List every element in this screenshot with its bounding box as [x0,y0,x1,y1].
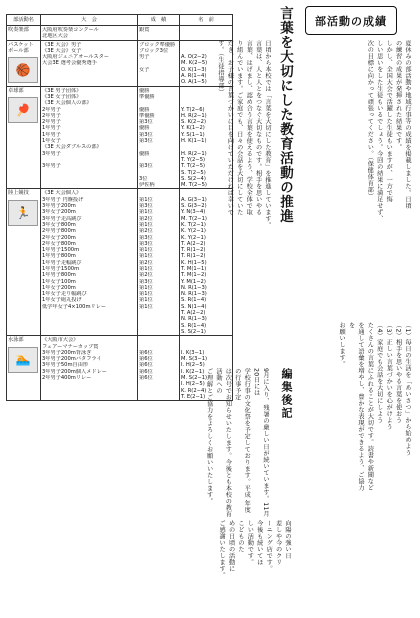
text-line: （4）家庭でも会話を大切にしよう [375,322,383,424]
bottom-note [217,520,292,612]
result-line: 第6位 [139,362,153,369]
event-line: 大阪府ジュニアオールスター [42,54,110,61]
event-line: 3年男子200m背泳ぎ [42,349,92,356]
event-cell [41,40,138,86]
text-line: ご感謝いたします。 [218,520,226,579]
result-line [139,33,178,39]
text-line: 夏休みの部活動や地域行事等の成績を掲載しました。日頃 [404,40,411,209]
result-line: 第1位 [139,265,153,272]
table-row [7,189,233,336]
name-line: O. K(1−3) [181,66,207,73]
result-line [139,329,178,335]
club-name-cell [7,26,41,41]
event-line: 2年女子200m [42,234,76,241]
text-line: 9月に入り、残暑の厳しい日が続いています。11月20日には [252,368,269,518]
text-line: だき、お子様の言葉づかいに目を向けていただければ幸いで [226,40,234,216]
text-line: ーニング店です。 [265,520,273,572]
event-line: 3年男子 [42,163,61,170]
result-line: 第2位 [139,215,153,222]
event-line: 3年男子200m [42,203,76,210]
result-line: 第2位 [139,228,153,235]
result-line: 第6位 [139,356,153,363]
event-line: 《3E 大会》男子 [42,41,82,48]
club-name: 吹奏楽部 [8,27,29,33]
name-line: I. H(2−5) [181,362,205,369]
result-line: 優勝 [139,106,150,113]
result-line: 第3位 [139,131,153,138]
text-line: 学校行事の文化祭を予定しております。平成 年度の行事予定 [233,368,251,514]
text-line: しい思いをした生徒もいるでしょう。今回の結果に満足せず、 [375,40,383,222]
event-line: 2年男子 [42,106,61,113]
name-line: S. R(1−4) [181,297,207,304]
text-line: お願いします。 [338,322,346,368]
name-line: M. S(2−1) [181,375,208,382]
text-line: の練習の成果が発揮された結果です。 [394,40,402,151]
name-line: T. A(2−2) [181,240,206,247]
result-line: 伊佐柄 [139,182,155,189]
result-line: 第1位 [139,253,153,260]
name-line: N. R(1−3) [181,291,207,298]
result-cell [138,26,180,41]
header-result: 成 績 [138,15,180,26]
name-line: K. Y(2−1) [181,228,206,235]
result-line: 優勝 [139,125,150,132]
event-cell [41,189,138,336]
text-line: （2）相手を思いやる言葉を使おう [394,322,402,424]
table-header-row [7,15,233,26]
result-line: 3位 [139,175,148,182]
result-line: 第3位 [139,119,153,126]
club-name: 水泳部 [8,337,24,344]
result-line: 第2位 [139,259,153,266]
name-line: Y. K(1−2) [181,125,205,132]
name-line: K. H(1−5) [181,259,207,266]
event-line: 《大阪市大会》 [42,337,79,344]
result-line: 第3位 [139,240,153,247]
event-line: 2年男子 [42,119,61,126]
text-line: （3）正しい言葉づかいを心がけよう [385,322,393,431]
club-name: 卓球部 [8,87,24,94]
name-line: Y. M(1−2) [181,278,206,285]
result-line: 銀賞 [139,27,150,33]
result-line: 第3位 [139,278,153,285]
name-line: S. K(2−2) [181,119,206,126]
name-line: S. G(3−2) [181,203,207,210]
text-line: す。（生徒指導部） [216,40,224,96]
text-line: めの日頃の活動に [227,520,235,572]
event-line: 《3E 大会》女子 [42,47,82,54]
club-illustration-icon: 🏊 [8,347,38,373]
text-line: 今後も続いてほ [255,520,263,566]
text-line: 言葉、はげまし、認め合う言葉を使えるよう、学校全体で取 [245,40,253,216]
name-line: M. S(3−1) [181,356,208,363]
text-line: 言葉は、人と人とをつなぐ大切なものです。相手を思いやる [254,40,262,216]
club-results-table [6,14,233,401]
section-badge: 部活動の成績 [305,6,397,35]
event-line: 1年女子砲丸投げ [42,297,82,304]
event-line: 3年女子800m [42,221,76,228]
education-article-body [216,40,272,310]
guidelines-list [337,322,412,492]
name-line: T. M(1−1) [181,265,207,272]
event-line: 1年男子800m [42,272,76,279]
result-line: 第3位 [139,138,153,145]
club-illustration-icon: 🏓 [8,97,38,123]
event-line: 2年男子400mリレー [42,375,92,382]
result-line [139,394,178,400]
event-cell [41,86,138,189]
result-line: 準優勝 [139,93,155,100]
name-line: Y. N(3−4) [181,209,206,216]
club-name-cell [7,189,41,336]
name-line: A. G(3−1) [181,196,207,203]
event-line [42,182,136,188]
text-line: しい活動です。 [246,520,254,566]
text-line: 次の目標に向かって頑張ってください。（保健体育部） [366,40,374,200]
result-line [139,79,178,85]
name-line: M. T(2−5) [181,182,207,189]
result-line: 第1位 [139,196,153,203]
event-line: 1年男子 [42,131,61,138]
name-line: K. Y(2−1) [181,234,206,241]
name-line: M. T(2−1) [181,215,207,222]
result-line: 第3位 [139,203,153,210]
event-line: 《3E 大会個人》 [42,190,82,197]
event-line: 1年男子1500m [42,247,80,254]
result-cell [138,189,180,336]
result-line: 第1位 [139,297,153,304]
main-headline: 言葉を大切にした教育活動の推進 [277,6,293,224]
name-line: T. T(2−5) [181,163,206,170]
name-line: S. S(2−4) [181,175,206,182]
event-line: 3年男子200m個人メドレー [42,368,107,375]
name-line: A. R(1−4) [181,73,207,80]
result-line: 第1位 [139,247,153,254]
editor-note-title: 編集後記 [280,368,293,420]
event-line: 2年男子800m [42,228,76,235]
event-line: 北地区大会 [42,33,68,40]
name-line: K. R(2−4) [181,387,207,394]
event-line: 3年男子 円盤投げ [42,196,84,203]
event-line: フェアーマナーカップ賞 [42,343,99,350]
event-cell [41,336,138,401]
name-line: S. T(2−5) [181,169,206,176]
header-event: 大 会 [41,15,138,26]
event-line: 3年男子走高跳び [42,215,82,222]
editor-note-body [204,368,270,518]
name-line [181,33,231,39]
text-line: （1）毎日の生活を「あいさつ」から始めよう [404,322,411,457]
name-cell [180,26,233,41]
name-line: Y. S(1−1) [181,131,205,138]
name-line: I. H(2−5) [181,381,205,388]
name-line: T. R(1−2) [181,247,206,254]
result-line: 男子 [139,54,150,61]
header-club: 部活動名 [7,15,41,26]
result-line: 第1位 [139,291,153,298]
event-line [42,394,136,400]
club-name-cell [7,336,41,401]
name-line: H. R(2−1) [181,150,207,157]
text-line: 向陽の強い日 [284,520,291,559]
result-line: 第6位 [139,375,153,382]
result-line: ブロック3位 [139,47,169,54]
event-line [42,79,136,85]
result-line: 第1位 [139,303,153,310]
result-line: 優勝 [139,87,150,94]
result-line: 第6位 [139,368,153,375]
text-line: たくさんの言葉にふれることが大切です。読書や新聞など [366,322,374,491]
table-row [7,40,233,86]
name-line: T. E(2−1) [181,393,206,400]
result-line: 女子 [139,66,150,73]
name-line: Y. T(2−6) [181,106,205,113]
event-line: 1年女子100m [42,278,76,285]
table-row [7,86,233,189]
name-line: K. T(2−1) [181,221,206,228]
result-line: 第2位 [139,272,153,279]
result-cell [138,86,180,189]
result-cell [138,336,180,401]
result-line: 第3位 [139,163,153,170]
name-line: T. R(1−2) [181,253,206,260]
name-line: O. A(1−5) [181,79,207,86]
name-line: T. A(2−2) [181,310,206,317]
club-illustration-icon: 🏀 [8,57,38,83]
event-line: 3年女子200m [42,209,76,216]
event-line: 《3E 女子団体》 [42,93,82,100]
result-line: 準優勝 [139,112,155,119]
name-line: T. Y(2−5) [181,156,206,163]
event-line: 3年男子 [42,150,61,157]
text-line: り組んでいます。ご家庭でも、日々の会話を大切にしていた [235,40,243,216]
event-line: 1年女子200m [42,284,76,291]
result-line: 第1位 [139,209,153,216]
text-line: 差しや今のクリ [274,520,282,566]
result-line: ブロック準優勝 [139,41,176,48]
event-line: 1年男子1500m [42,265,80,272]
text-line: を通して語彙を増やし、豊かな表現ができるよう、ご協力を [347,322,364,491]
text-line: しかし、全国大会で活躍した生徒もいますが、一方で悔 [385,40,393,203]
result-line: 第3位 [139,234,153,241]
header-name: 名 前 [180,15,233,26]
name-line: M. K(2−5) [181,60,208,67]
text-line: ご理解とご協力をよろしくお願いいたします。 [205,368,213,505]
result-cell [138,40,180,86]
name-line: T. M(1−2) [181,272,207,279]
event-line: 1年男子 [42,125,61,132]
event-line: 大会3E 選考会優秀選手 [42,60,97,67]
name-line: N. R(1−3) [181,316,207,323]
club-illustration-icon: 🏃 [8,200,38,226]
result-line: 優勝 [139,150,150,157]
event-line: 《3E 大会ダブルスの部》 [42,144,102,151]
name-line: I. K(2−1) [181,368,205,375]
text-line: は次号でお知らせいたします。今後とも本校の教育活動への [214,368,232,518]
name-line: H. K(1−1) [181,138,207,145]
event-line: 2年男子 [42,112,61,119]
event-line: 1年男子800m [42,253,76,260]
event-line: 大阪府吹奏楽コンクール [42,27,99,33]
name-line: H. R(2−1) [181,112,207,119]
name-line: S. N(1−4) [181,303,207,310]
table-row [7,336,233,401]
table-row [7,26,233,41]
club-results-intro [365,40,412,310]
result-line: 第1位 [139,284,153,291]
event-line [42,329,136,335]
event-line: 3年男子50m自由形 [42,362,89,369]
event-line: 2年女子800m [42,240,76,247]
event-line: 1年女子 [42,138,61,145]
text-line: 日頃から本校では「言葉を大切にした教育」を推進しています。 [264,40,271,229]
club-name: 陸上競技 [8,190,29,197]
name-line: N. R(1−3) [181,284,207,291]
club-name-cell [7,40,41,86]
event-line: 《3E 大会個人の部》 [42,100,92,107]
name-line: A. O(2−2) [181,54,207,61]
event-line: 1年男子走幅跳び [42,259,82,266]
result-line: 第6位 [139,349,153,356]
club-name-cell [7,86,41,189]
event-line: 3年男子200mバタフライ [42,356,102,363]
text-line: こどものた [236,520,244,553]
club-name: バスケット ボール部 [8,41,34,54]
event-line: 《3E 男子団体》 [42,87,82,94]
event-line: 低学年女子4×100mリレー [42,303,107,310]
event-line: 1年女子走り幅跳び [42,291,87,298]
name-line: S. R(1−4) [181,322,207,329]
name-line: S. S(2−1) [181,328,206,335]
event-cell [41,26,138,41]
name-line: I. K(3−1) [181,349,205,356]
result-line: 第1位 [139,221,153,228]
